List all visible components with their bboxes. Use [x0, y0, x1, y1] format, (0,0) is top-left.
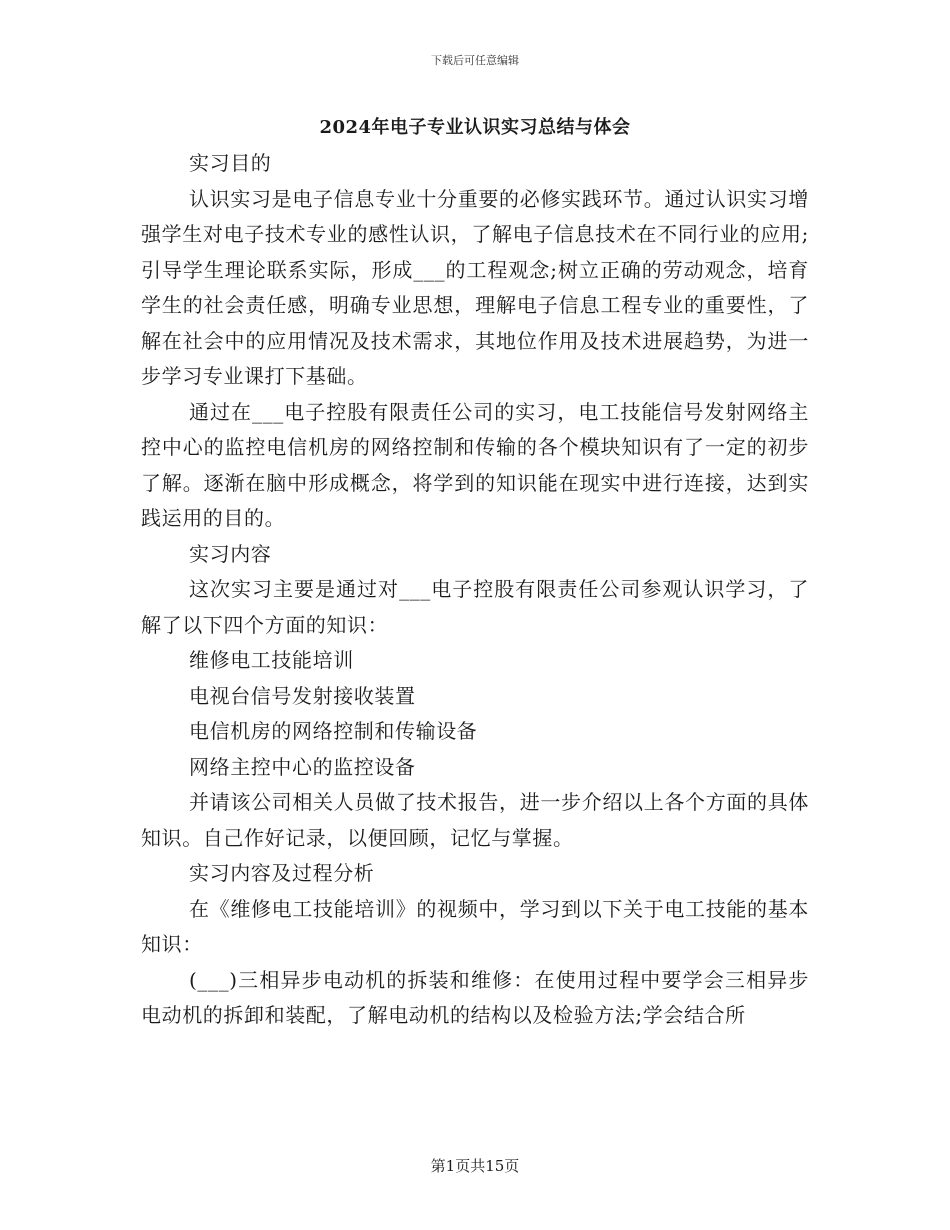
list-item-electrician-training: 维修电工技能培训 — [189, 648, 354, 672]
paragraph-video-intro: 在《维修电工技能培训》的视频中，学习到以下关于电工技能的基本知识： — [141, 896, 809, 956]
document-title: 2024年电子专业认识实习总结与体会 — [319, 117, 631, 138]
paragraph-motor-maintenance: (___)三相异步电动机的拆装和维修：在使用过程中要学会三相异步电动机的拆卸和装配，了解电动机的结构以及检验方法;学会结合所 — [141, 967, 809, 1027]
list-item-tv-signal-device: 电视台信号发射接收装置 — [189, 683, 416, 708]
paragraph-technical-report: 并请该公司相关人员做了技术报告，进一步介绍以上各个方面的具体知识。自己作好记录，以便回顾，记忆与掌握。 — [141, 790, 809, 850]
section-heading-content: 实习内容 — [189, 541, 272, 566]
list-item-telecom-network-equipment: 电信机房的网络控制和传输设备 — [189, 719, 478, 743]
section-heading-analysis: 实习内容及过程分析 — [189, 861, 375, 885]
paragraph-company-intro: 通过在___电子控股有限责任公司的实习，电工技能信号发射网络主控中心的监控电信机房的网络控制和传输的各个模块知识有了一定的初步了解。逐渐在脑中形成概念，将学到的知识能在现实中进行连接，达到实践运用的目的。 — [141, 399, 809, 530]
paragraph-purpose: 认识实习是电子信息专业十分重要的必修实践环节。通过认识实习增强学生对电子技术专业的感性认识，了解电子信息技术在不同行业的应用;引导学生理论联系实际，形成___的工程观念;树立正确的劳动观念，培育学生的社会责任感，明确专业思想，理解电子信息工程专业的重要性，了解在社会中的应用情况及技术需求，其地位作用及技术进展趋势，为进一步学习专业课打下基础。 — [141, 186, 809, 388]
list-item-network-monitoring: 网络主控中心的监控设备 — [189, 754, 416, 779]
section-heading-purpose: 实习目的 — [189, 151, 272, 175]
paragraph-content-intro: 这次实习主要是通过对___电子控股有限责任公司参观认识学习，了解了以下四个方面的知识： — [141, 577, 809, 637]
header-note: 下载后可任意编辑 — [431, 54, 519, 67]
document-body — [141, 146, 809, 1034]
page-number-footer: 第1页共15页 — [430, 1157, 520, 1175]
